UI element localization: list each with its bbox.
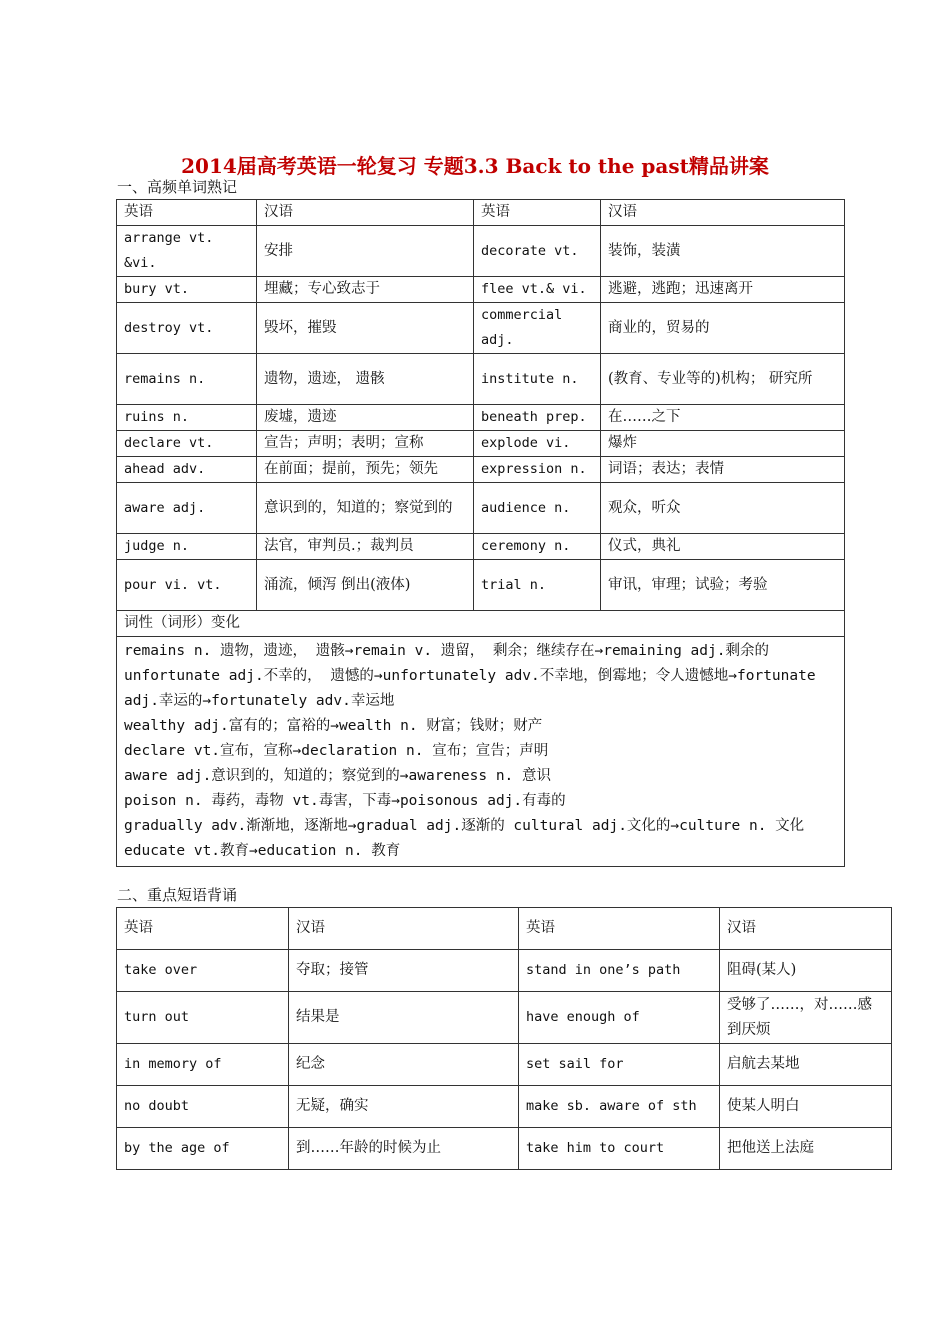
vocab-table (116, 199, 845, 867)
chinese-cell: 阻碍(某人) (720, 950, 892, 992)
english-cell: take him to court (519, 1128, 720, 1170)
table-row (117, 277, 845, 303)
table-row (117, 534, 845, 560)
table-row (117, 303, 845, 354)
word-form-line: aware adj.意识到的，知道的；察觉到的→awareness n. 意识 (124, 768, 552, 784)
english-cell: ruins n. (117, 405, 257, 431)
table-row (117, 483, 845, 534)
table-row (117, 405, 845, 431)
chinese-cell: 观众，听众 (601, 483, 845, 534)
chinese-cell: 审讯，审理；试验；考验 (601, 560, 845, 611)
english-cell: in memory of (117, 1044, 289, 1086)
chinese-cell: 法官，审判员.；裁判员 (257, 534, 474, 560)
section-heading-vocab: 一、高频单词熟记 (117, 178, 238, 196)
word-forms-row (117, 637, 845, 867)
table-row (117, 431, 845, 457)
english-cell: set sail for (519, 1044, 720, 1086)
word-form-line: educate vt.教育→education n. 教育 (124, 843, 401, 859)
table-row (117, 354, 845, 405)
header-cell: 汉语 (257, 200, 474, 226)
chinese-cell: 商业的，贸易的 (601, 303, 845, 354)
word-form-line: unfortunate adj.不幸的， 遗憾的→unfortunately adv.不幸地，倒霉地；令人遗憾地→fortunate adj.幸运的→fortunately adv.幸运地 (124, 668, 816, 709)
english-cell: stand in one’s path (519, 950, 720, 992)
english-cell: have enough of (519, 992, 720, 1044)
header-cell: 英语 (117, 908, 289, 950)
chinese-cell: 装饰，装潢 (601, 226, 845, 277)
header-cell: 英语 (519, 908, 720, 950)
english-cell: institute n. (474, 354, 601, 405)
word-form-line: remains n. 遗物，遗迹， 遗骸→remain v. 遗留， 剩余；继续存在→remaining adj.剩余的 (124, 643, 769, 659)
chinese-cell: 意识到的，知道的；察觉到的 (257, 483, 474, 534)
chinese-cell: 到……年龄的时候为止 (289, 1128, 519, 1170)
english-cell: arrange vt. &vi. (117, 226, 257, 277)
english-cell: declare vt. (117, 431, 257, 457)
chinese-cell: 埋藏；专心致志于 (257, 277, 474, 303)
header-cell: 汉语 (289, 908, 519, 950)
table-row (117, 950, 892, 992)
header-cell: 英语 (474, 200, 601, 226)
chinese-cell: 毁坏，摧毁 (257, 303, 474, 354)
chinese-cell: 夺取；接管 (289, 950, 519, 992)
english-cell: ahead adv. (117, 457, 257, 483)
english-cell: audience n. (474, 483, 601, 534)
english-cell: pour vi. vt. (117, 560, 257, 611)
table-row (117, 992, 892, 1044)
chinese-cell: 受够了……，对……感到厌烦 (720, 992, 892, 1044)
table-header-row (117, 200, 845, 226)
table-row (117, 226, 845, 277)
chinese-cell: 宣告；声明；表明；宣称 (257, 431, 474, 457)
english-cell: expression n. (474, 457, 601, 483)
chinese-cell: 使某人明白 (720, 1086, 892, 1128)
table-row (117, 560, 845, 611)
header-cell: 英语 (117, 200, 257, 226)
english-cell: trial n. (474, 560, 601, 611)
chinese-cell: 爆炸 (601, 431, 845, 457)
chinese-cell: 结果是 (289, 992, 519, 1044)
word-forms-heading-row (117, 611, 845, 637)
english-cell: take over (117, 950, 289, 992)
chinese-cell: 无疑，确实 (289, 1086, 519, 1128)
chinese-cell: 在……之下 (601, 405, 845, 431)
chinese-cell: 启航去某地 (720, 1044, 892, 1086)
english-cell: judge n. (117, 534, 257, 560)
table-row (117, 457, 845, 483)
table-row (117, 1044, 892, 1086)
chinese-cell: 涌流，倾泻 倒出(液体) (257, 560, 474, 611)
header-cell: 汉语 (601, 200, 845, 226)
word-forms-cell (117, 637, 845, 867)
english-cell: bury vt. (117, 277, 257, 303)
english-cell: beneath prep. (474, 405, 601, 431)
english-cell: commercial adj. (474, 303, 601, 354)
english-cell: turn out (117, 992, 289, 1044)
english-cell: remains n. (117, 354, 257, 405)
table-row (117, 1086, 892, 1128)
word-form-line: declare vt.宣布，宣称→declaration n. 宣布；宣告；声明 (124, 743, 549, 759)
word-forms-heading: 词性（词形）变化 (117, 611, 845, 637)
section-heading-phrases: 二、重点短语背诵 (117, 886, 238, 904)
chinese-cell: 废墟，遗迹 (257, 405, 474, 431)
english-cell: flee vt.& vi. (474, 277, 601, 303)
chinese-cell: 仪式，典礼 (601, 534, 845, 560)
header-cell: 汉语 (720, 908, 892, 950)
page-title: 2014届高考英语一轮复习 专题3.3 Back to the past精品讲案 (181, 154, 769, 178)
chinese-cell: (教育、专业等的)机构； 研究所 (601, 354, 845, 405)
word-form-line: gradually adv.渐渐地，逐渐地→gradual adj.逐渐的 cultural adj.文化的→culture n. 文化 (124, 818, 805, 834)
english-cell: destroy vt. (117, 303, 257, 354)
chinese-cell: 安排 (257, 226, 474, 277)
english-cell: explode vi. (474, 431, 601, 457)
english-cell: decorate vt. (474, 226, 601, 277)
chinese-cell: 在前面；提前，预先；领先 (257, 457, 474, 483)
english-cell: ceremony n. (474, 534, 601, 560)
chinese-cell: 逃避，逃跑；迅速离开 (601, 277, 845, 303)
chinese-cell: 把他送上法庭 (720, 1128, 892, 1170)
english-cell: make sb. aware of sth (519, 1086, 720, 1128)
table-row (117, 1128, 892, 1170)
english-cell: aware adj. (117, 483, 257, 534)
chinese-cell: 词语；表达；表情 (601, 457, 845, 483)
english-cell: by the age of (117, 1128, 289, 1170)
phrase-table (116, 907, 892, 1170)
english-cell: no doubt (117, 1086, 289, 1128)
chinese-cell: 遗物，遗迹， 遗骸 (257, 354, 474, 405)
table-header-row (117, 908, 892, 950)
chinese-cell: 纪念 (289, 1044, 519, 1086)
word-form-line: poison n. 毒药，毒物 vt.毒害，下毒→poisonous adj.有毒的 (124, 793, 566, 809)
word-form-line: wealthy adj.富有的；富裕的→wealth n. 财富；钱财；财产 (124, 718, 543, 734)
